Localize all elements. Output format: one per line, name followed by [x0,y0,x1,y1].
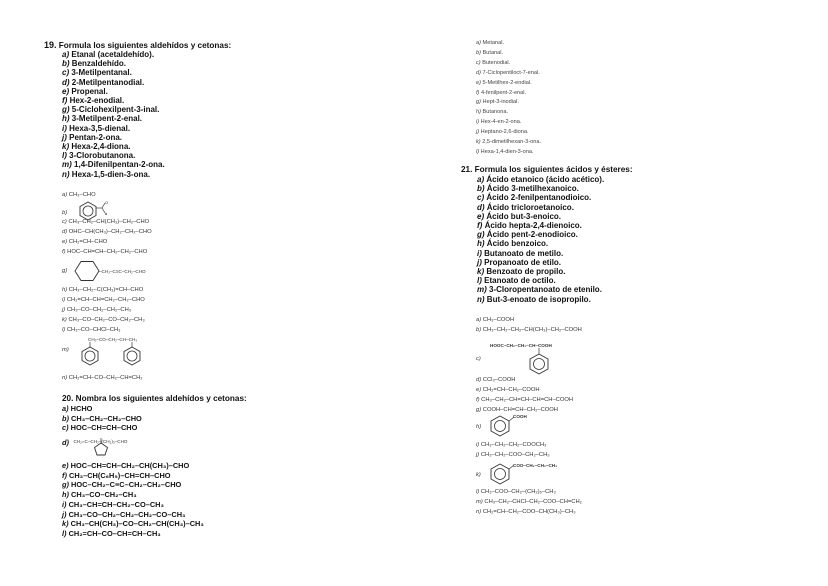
answers-21a-b [476,316,582,336]
list-item: g) Ácido pent-2-enodioico. [477,230,578,240]
answer-21m: m) CH₃–CH₂–CHCl–CH₂–COO–CH=CH₂ [476,498,582,505]
phenyl-structure-icon [527,348,551,378]
answer-21g: g) COOH–CH=CH–CH₂–COOH [476,406,558,413]
answer-19j: j) CH₃–CO–CH₂–CH₂–CH₃ [62,306,132,313]
answer-20e: e) 5-Metilhex-2-endial. [476,79,532,86]
answer-21c-label: c) [476,356,481,362]
answer-20d: d) 7-Ciclopentiloct-7-enal. [476,69,540,76]
list-item: i) CH₃–CH=CH–CH₂–CO–CH₃ [62,499,164,509]
answer-19a: a) CH₃–CHO [62,192,96,198]
answer-19b-label: b) [62,210,68,216]
list-item: m) 3-Cloropentanoato de etenilo. [477,285,602,295]
question-20-list-e-l [62,461,204,539]
answers-21d-g [476,376,573,416]
answer-20i: i) Hex-4-en-2-ona. [476,119,522,126]
answer-20g: g) Hept-3-inodial. [476,99,519,106]
list-item: a) Ácido etanoico (ácido acético). [477,175,605,184]
list-item: e) Propenal. [62,86,108,96]
answer-20c: c) Butenodial. [476,59,511,66]
answer-20h: h) Butanona. [476,109,509,116]
list-item: j) Propanoato de etilo. [477,257,562,267]
answer-21n: n) CH₂=CH–CH₂–COO–CH(CH₃)–CH₃ [476,508,576,515]
diphenyl-structure-icon [78,342,158,370]
answer-19k: k) CH₃–CO–CH₂–CO–CH₂–CH₃ [62,316,145,323]
list-item: e) Ácido but-3-enoico. [477,211,562,221]
list-item: f) Hex-2-enodial. [62,96,125,106]
list-item: h) 3-Metilpent-2-enal. [62,114,143,124]
list-item: c) Ácido 2-fenilpentanodioico. [477,193,592,203]
answer-21e: e) CH₂=CH–CH₂–COOH [476,386,540,393]
list-item: k) Hexa-2,4-diona. [62,142,131,152]
answer-19h: h) CH₃–CH₂–C(CH₃)=CH–CHO [62,287,144,293]
question-20-item-d: d) CH₂=C–CH₂–(CH₂)₃–CHO [62,438,128,447]
list-item: d) 2-Metilpentanodial. [62,77,145,87]
question-19-list [62,50,165,179]
list-item: b) Benzaldehído. [62,59,127,69]
list-item: f) Ácido hepta-2,4-dienoico. [477,221,582,231]
answer-20a: a) Metanal. [476,40,505,46]
answers-21i-j [476,441,550,461]
answer-21l: l) CH₃–COO–CH₂–(CH₂)₆–CH₃ [476,489,556,495]
answers-19h-l [62,286,145,336]
list-item: b) CH₃–CH₂–CH₂–CHO [62,413,142,423]
answer-19c: c) CH₃–CH₂–CH(CH₃)–CH₂–CHO [62,219,150,225]
list-item: k) CH₃–CH(CH₃)–CO–CH₂–CH(CH₃)–CH₃ [62,519,204,529]
list-item: a) Etanal (acetaldehído). [62,50,155,59]
list-item: i) Butanoato de metilo. [477,248,564,258]
answer-19l: l) CH₃–CO–CHCl–CH₃ [62,326,121,333]
answer-20j: j) Heptano-2,6-diona. [476,129,529,136]
answer-21k-chain: COO–CH₂–CH₂–CH₃ [513,463,558,468]
answers-20 [476,39,541,158]
list-item: m) 1,4-Difenilpentan-2-ona. [62,160,165,170]
answer-19n: n) CH₂=CH–CO–CH₂–CH=CH₂ [62,375,143,381]
question-21-list [477,175,604,304]
answer-19m-label: m) [62,347,69,353]
list-item: h) Ácido benzoico. [477,239,549,249]
answer-21j: j) CH₃–CH₂–COO–CH₂–CH₃ [476,451,550,458]
answer-19i: i) CH₂=CH–CH=CH₂–CH₂–CHO [62,296,145,303]
answer-21i: i) CH₃–CH₂–CH₂–COOCH₃ [476,442,547,448]
answer-19g-label: g) [62,268,68,274]
list-item: e) HOC–CH=CH–CH₂–CH(CH₃)–CHO [62,461,190,470]
list-item: h) CH₃–CO–CH₂–CH₃ [62,490,137,500]
list-item: c) 3-Metilpentanal. [62,68,132,78]
answer-21b: b) CH₃–CH₂–CH₂–CH(CH₃)–CH₂–COOH [476,326,582,333]
list-item: g) 5-Ciclohexilpent-3-inal. [62,105,160,115]
answer-20f: f) 4-fenilpent-2-enal. [476,89,527,96]
list-item: d) Ácido tricloroetanoico. [477,202,574,212]
answer-21h-group: COOH [513,414,527,419]
svg-text:O: O [105,200,109,205]
answer-21h-label: h) [476,424,482,430]
question-20-title: 20. Nombra los siguientes aldehídos y cetonas: [62,394,247,403]
answer-19g-chain: –CH₂–C≡C–CH₂–CHO [99,269,146,274]
list-item: a) HCHO [62,404,93,413]
answer-19m-chain: CH₂–CO–CH₂–CH–CH₃ [88,337,138,342]
answer-21d: d) CCl₃–COOH [476,377,516,383]
answer-20l: l) Hexa-1,4-dien-3-ona. [476,148,534,155]
list-item: j) CH₃–CO–CH₂–CH₂–CH₂–CO–CH₃ [62,509,186,519]
list-item: j) Pentan-2-ona. [62,132,123,142]
list-item: g) HOC–CH₂–C≡C–CH₂–CH₂–CHO [62,480,182,490]
answers-21l-n [476,488,582,518]
answer-19e: e) CH₂=CH–CHO [62,238,108,245]
answer-19d: d) OHC–CH(CH₃)–CH₂–CH₂–CHO [62,228,152,235]
list-item: b) Ácido 3-metilhexanoico. [477,184,579,194]
list-item: l) Etanoato de octilo. [477,276,556,286]
list-item: n) Hexa-1,5-dien-3-ona. [62,169,151,179]
question-19-title: 19. Formula los siguientes aldehídos y cetonas: [44,40,232,50]
answer-21c-chain: HOOC–CH₂–CH₂–CH–COOH [490,343,552,348]
cyclohexyl-structure-icon [74,260,102,282]
answers-19c-f [62,218,152,258]
answer-19f: f) HOC–CH=CH–CH₂–CH₂–CHO [62,248,148,255]
list-item: f) CH₃–CH(C₆H₅)–CH=CH–CHO [62,470,171,480]
list-item: l) CH₂=CH–CO–CH=CH–CH₃ [62,528,161,538]
list-item: i) Hexa-3,5-dienal. [62,123,131,133]
question-21-title: 21. Formula los siguientes ácidos y ésteres: [461,165,633,174]
answer-20b: b) Butanal. [476,49,504,56]
list-item: n) But-3-enoato de isopropilo. [477,294,591,304]
list-item: k) Benzoato de propilo. [477,267,566,277]
list-item: l) 3-Clorobutanona. [62,151,136,161]
answer-21f: f) CH₃–CH₂–CH=CH–CH=CH–COOH [476,396,574,403]
answer-20k: k) 2,5-dimetilhexan-3-ona. [476,139,542,146]
cyclopentyl-structure-icon [93,438,109,458]
answer-21a: a) CH₃–COOH [476,317,515,323]
list-item: c) HOC–CH=CH–CHO [62,423,138,433]
answer-21k-label: k) [476,472,481,478]
question-20-list-a-c [62,404,142,433]
